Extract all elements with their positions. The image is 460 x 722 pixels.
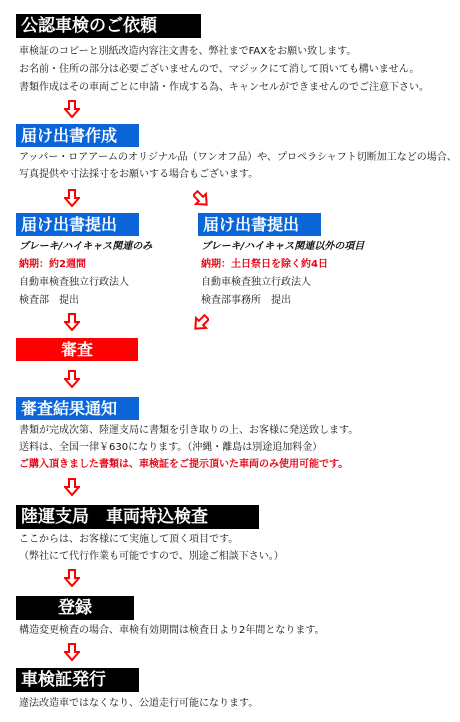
step-inspection-line-2: （弊社にて代行作業も可能ですので、別途ご相談下さい。） xyxy=(19,551,284,562)
step-submit-right-line-1: 自動車検査独立行政法人 xyxy=(201,277,311,288)
step-inspection-line-1: ここからは、お客様にて実施して頂く項目です。 xyxy=(19,534,239,545)
diagonal-down-left-arrow-icon xyxy=(193,314,209,332)
step-submit-left-line-1: 自動車検査独立行政法人 xyxy=(19,277,129,288)
diagonal-down-right-arrow-icon xyxy=(193,190,209,208)
down-arrow-icon xyxy=(64,189,80,207)
step-submit-left-header: 届け出書提出 xyxy=(16,213,139,236)
step-inspection-header: 陸運支局 車両持込検査 xyxy=(16,505,259,529)
step-submit-left-period: 納期：約2週間 xyxy=(19,259,86,270)
step-submit-left-subtitle: ブレーキ/ハイキャス関連のみ xyxy=(19,241,153,252)
step-review-header: 審査 xyxy=(16,338,138,361)
down-arrow-icon xyxy=(64,569,80,587)
step-result-header: 審査結果通知 xyxy=(16,397,139,420)
step-registration-header: 登録 xyxy=(16,596,134,620)
step-create-form-header: 届け出書作成 xyxy=(16,124,139,147)
step-create-form-line-2: 写真提供や寸法採寸をお願いする場合もございます。 xyxy=(19,169,259,180)
step-submit-right-header: 届け出書提出 xyxy=(198,213,321,236)
intro-line-3: 書類作成はその車両ごとに申請・作成する為、キャンセルができませんのでご注意下さい。 xyxy=(19,82,429,93)
intro-line-1: 車検証のコピーと別紙改造内容注文書を、弊社までFAXをお願い致します。 xyxy=(19,46,357,57)
step-create-form-line-1: アッパー・ロアアームのオリジナル品（ワンオフ品）や、プロペラシャフト切断加工などの場合、 xyxy=(19,152,457,163)
step-issue-header: 車検証発行 xyxy=(16,668,139,692)
down-arrow-icon xyxy=(64,313,80,331)
down-arrow-icon xyxy=(64,478,80,496)
step-submit-right-subtitle: ブレーキ/ハイキャス関連以外の項目 xyxy=(201,241,365,252)
down-arrow-icon xyxy=(64,100,80,118)
down-arrow-icon xyxy=(64,643,80,661)
step-result-warning: ご購入頂きました書類は、車検証をご提示頂いた車両のみ使用可能です。 xyxy=(19,459,349,470)
down-arrow-icon xyxy=(64,370,80,388)
step-result-line-2: 送料は、全国一律￥630になります。（沖縄・離島は別途追加料金） xyxy=(19,442,323,453)
step-submit-right-line-2: 検査部事務所 提出 xyxy=(201,295,291,306)
page-title: 公認車検のご依頼 xyxy=(16,14,201,38)
step-result-line-1: 書類が完成次第、陸運支局に書類を引き取りの上、お客様に発送致します。 xyxy=(19,425,359,436)
step-submit-left-line-2: 検査部 提出 xyxy=(19,295,79,306)
step-issue-line-1: 違法改造車ではなくなり、公道走行可能になります。 xyxy=(19,698,259,709)
intro-line-2: お名前・住所の部分は必要ございませんので、マジックにて消して頂いても構いません。 xyxy=(19,64,420,75)
step-submit-right-period: 納期：土日祭日を除く約4日 xyxy=(201,259,328,270)
step-registration-line-1: 構造変更検査の場合、車検有効期間は検査日より2年間となります。 xyxy=(19,625,325,636)
